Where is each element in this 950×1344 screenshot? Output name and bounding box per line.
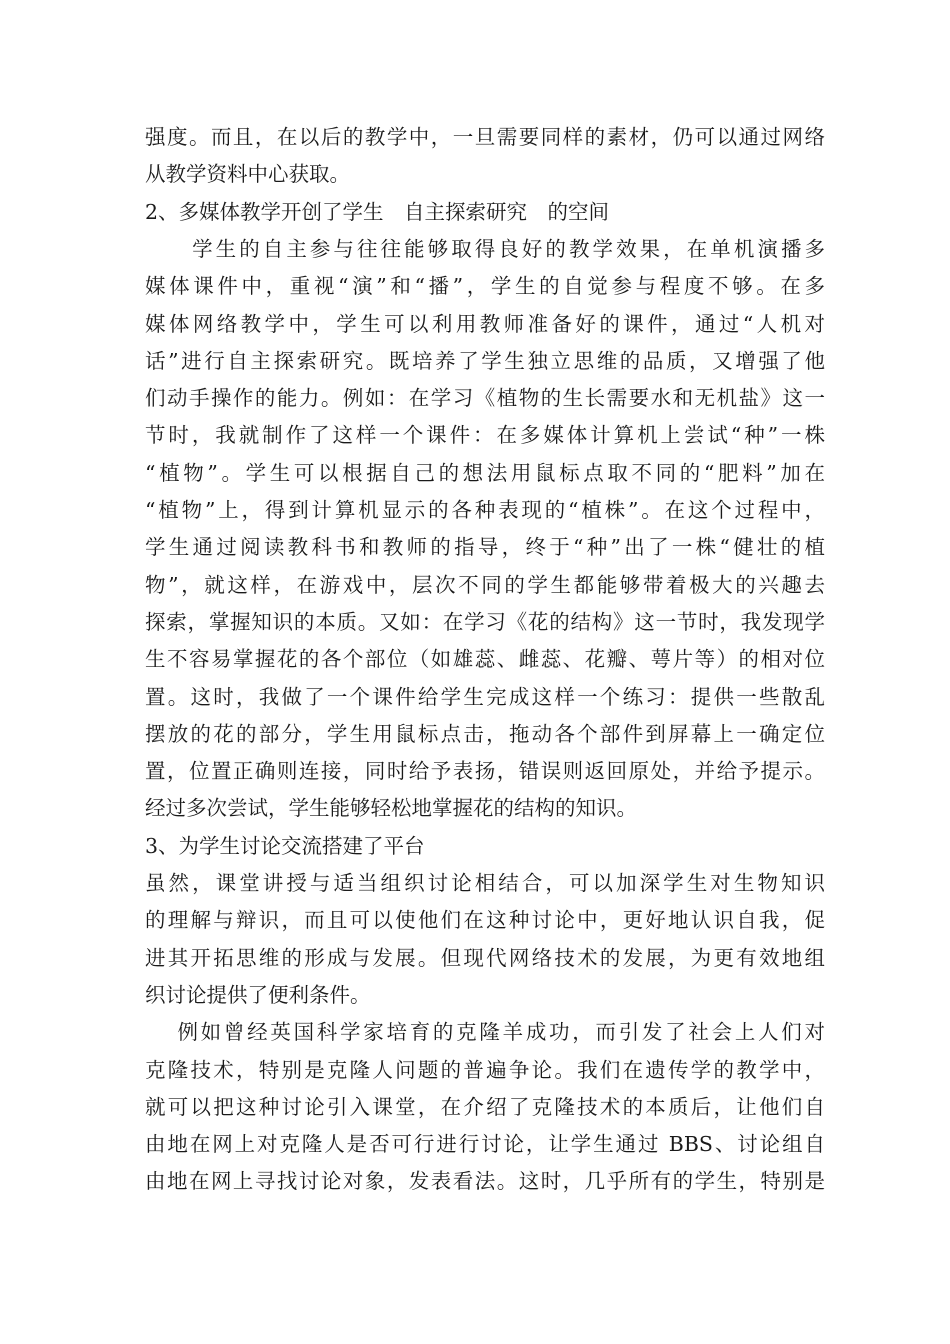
text-line: “植物”。学生可以根据自己的想法用鼠标点取不同的“肥料”加在 (145, 460, 825, 485)
text-line: 话”进行自主探索研究。既培养了学生独立思维的品质，又增强了他 (145, 348, 825, 373)
text-line: 置，位置正确则连接，同时给予表扬，错误则返回原处，并给予提示。 (145, 759, 825, 784)
text-line: “植物”上，得到计算机显示的各种表现的“植株”。在这个过程中， (145, 498, 825, 522)
text-line: 物”，就这样，在游戏中，层次不同的学生都能够带着极大的兴趣去 (145, 572, 825, 597)
text-line: 生不容易掌握花的各个部位（如雄蕊、雌蕊、花瓣、萼片等）的相对位 (145, 647, 825, 672)
text-line: 摆放的花的部分，学生用鼠标点击，拖动各个部件到屏幕上一确定位 (145, 721, 825, 746)
text-line: 媒体网络教学中，学生可以利用教师准备好的课件，通过“人机对 (145, 311, 825, 336)
text-line: 们动手操作的能力。例如：在学习《植物的生长需要水和无机盐》这一 (145, 386, 825, 411)
text-line: 节时，我就制作了这样一个课件：在多媒体计算机上尝试“种”一株 (145, 423, 825, 448)
text-line: 学生的自主参与往往能够取得良好的教学效果，在单机演播多 (145, 236, 825, 261)
text-line: 织讨论提供了便利条件。 (145, 982, 371, 1007)
text-line: 2、多媒体教学开创了学生 自主探索研究 的空间 (145, 199, 610, 224)
text-line: 置。这时，我做了一个课件给学生完成这样一个练习：提供一些散乱 (145, 684, 825, 709)
text-line: 克隆技术，特别是克隆人问题的普遍争论。我们在遗传学的教学中， (145, 1057, 825, 1082)
text-line: 经过多次尝试，学生能够轻松地掌握花的结构的知识。 (145, 796, 637, 821)
text-line: 的理解与辩识，而且可以使他们在这种讨论中，更好地认识自我，促 (145, 908, 825, 933)
text-line: 媒体课件中，重视“演”和“播”，学生的自觉参与程度不够。在多 (145, 274, 825, 299)
text-line: 例如曾经英国科学家培育的克隆羊成功，而引发了社会上人们对 (145, 1020, 825, 1045)
text-line: 从教学资料中心获取。 (145, 162, 350, 187)
text-line: 强度。而且，在以后的教学中，一旦需要同样的素材，仍可以通过网络 (145, 125, 825, 149)
text-line: 探索，掌握知识的本质。又如：在学习《花的结构》这一节时，我发现学 (145, 609, 825, 634)
text-line: 进其开拓思维的形成与发展。但现代网络技术的发展，为更有效地组 (145, 945, 825, 970)
text-line: 由地在网上寻找讨论对象，发表看法。这时，几乎所有的学生，特别是 (145, 1169, 825, 1194)
text-line: 3、为学生讨论交流搭建了平台 (145, 833, 425, 858)
text-line: 由地在网上对克隆人是否可行进行讨论，让学生通过 BBS、讨论组自 (145, 1132, 825, 1157)
text-line: 就可以把这种讨论引入课堂，在介绍了克隆技术的本质后，让他们自 (145, 1094, 825, 1119)
text-line: 学生通过阅读教科书和教师的指导，终于“种”出了一株“健壮的植 (145, 535, 825, 560)
text-line: 虽然，课堂讲授与适当组织讨论相结合，可以加深学生对生物知识 (145, 871, 825, 895)
